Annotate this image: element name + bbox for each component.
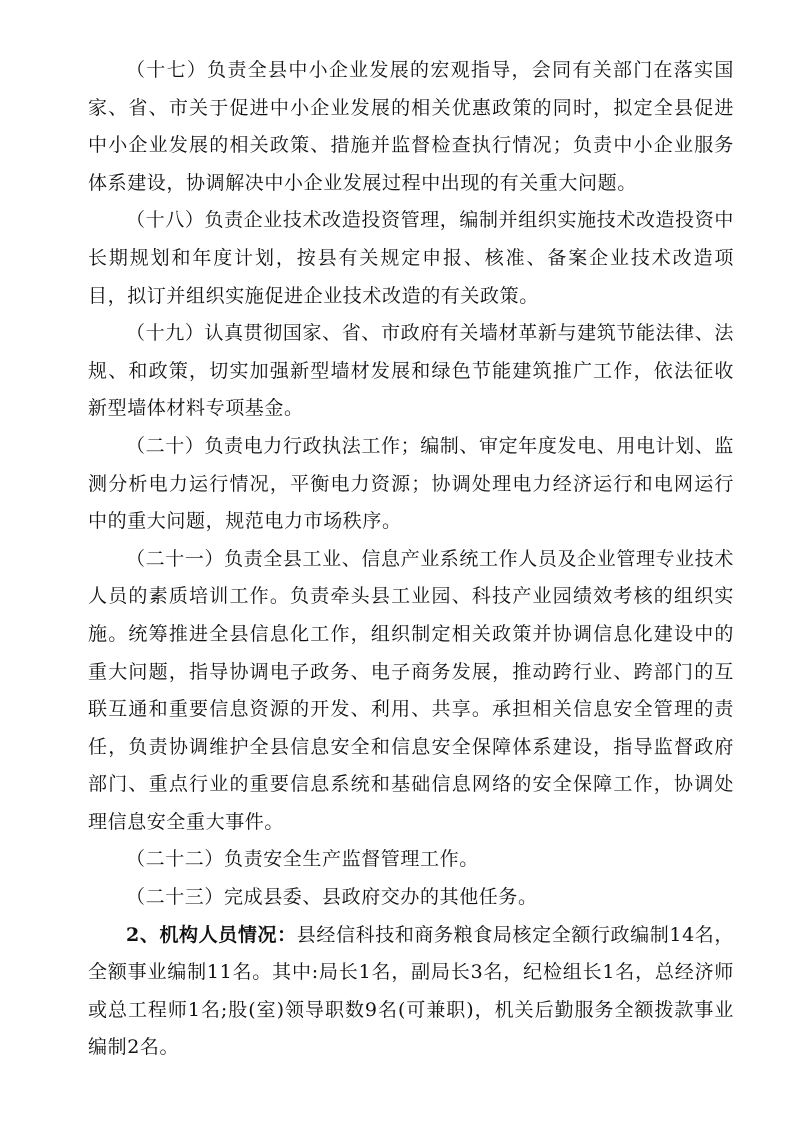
document-page [88,52,734,1067]
paragraph-22: （二十二）负责安全生产监督管理工作。 [126,848,479,871]
section-2-heading: 2、机构人员情况： [126,923,297,946]
section-2-body: 县经信科技和商务粮食局核定全额行政编制14名，全额事业编制11名。其中:局长1名，副局长3名，纪检组长1名，总经济师或总工程师1名;股(室)领导职数9名(可兼职)，机关后勤服务全额拨款事业编制2名。 [88,923,735,1059]
paragraph-20: （二十）负责电力行政执法工作；编制、审定年度发电、用电计划、监测分析电力运行情况，平衡电力资源；协调处理电力经济运行和电网运行中的重大问题，规范电力市场秩序。 [88,434,734,533]
paragraph-23: （二十三）完成县委、县政府交办的其他任务。 [126,886,538,909]
paragraph-18: （十八）负责企业技术改造投资管理，编制并组织实施技术改造投资中长期规划和年度计划，按县有关规定申报、核准、备案企业技术改造项目，拟订并组织实施促进企业技术改造的有关政策。 [88,209,734,307]
paragraph-17: （十七）负责全县中小企业发展的宏观指导，会同有关部门在落实国家、省、市关于促进中小企业发展的相关优惠政策的同时，拟定全县促进中小企业发展的相关政策、措施并监督检查执行情况；负责中小企业服务体系建设，协调解决中小企业发展过程中出现的有关重大问题。 [88,59,734,194]
section-2-paragraph [88,917,734,1067]
paragraph-21: （二十一）负责全县工业、信息产业系统工作人员及企业管理专业技术人员的素质培训工作。负责牵头县工业园、科技产业园绩效考核的组织实施。统筹推进全县信息化工作，组织制定相关政策并协调信息化建设中的重大问题，指导协调电子政务、电子商务发展，推动跨行业、跨部门的互联互通和重要信息资源的开发、利用、共享。承担相关信息安全管理的责任，负责协调维护全县信息安全和信息安全保障体系建设，指导监督政府部门、重点行业的重要信息系统和基础信息网络的安全保障工作，协调处理信息安全重大事件。 [88,547,734,833]
paragraph-19: （十九）认真贯彻国家、省、市政府有关墙材革新与建筑节能法律、法规、和政策，切实加强新型墙材发展和绿色节能建筑推广工作，依法征收新型墙体材料专项基金。 [88,322,734,420]
